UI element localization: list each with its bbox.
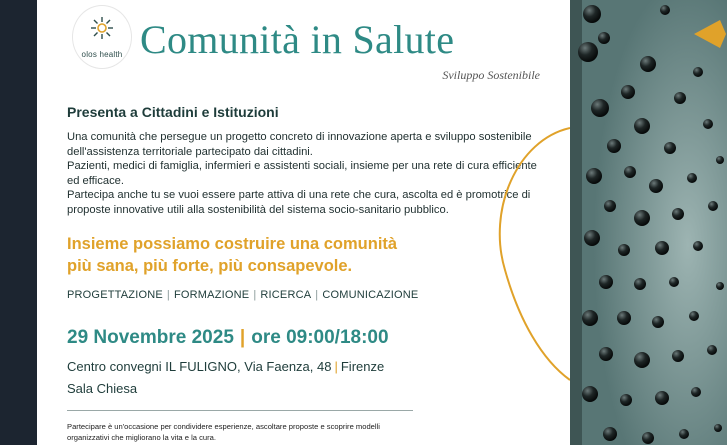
category-item: RICERCA [260, 289, 312, 301]
footer-note [67, 421, 427, 443]
category-item: COMUNICAZIONE [322, 289, 419, 301]
footer-line: organizzativi che migliorano la vita e la cura. [67, 433, 216, 442]
category-item: FORMAZIONE [173, 289, 250, 301]
footer-line: Partecipare è un'occasione per condividere esperienze, ascoltare proposte e scoprire modelli [67, 422, 380, 431]
left-background-strip [0, 0, 37, 445]
event-venue: Centro convegni IL FULIGNO, Via Faenza, 48 [67, 359, 332, 374]
olos-health-logo [73, 6, 131, 68]
separator: | [334, 359, 338, 374]
event-datetime [67, 327, 389, 349]
divider [67, 410, 413, 411]
page-subtitle: Sviluppo Sostenibile [442, 68, 540, 82]
sunburst-icon [90, 16, 114, 40]
event-time: ore 09:00/18:00 [251, 327, 389, 348]
slogan-line: Insieme possiamo costruire una comunità [67, 235, 398, 253]
separator: | [239, 327, 246, 348]
intro-text [67, 130, 547, 218]
intro-paragraph: Partecipa anche tu se vuoi essere parte attiva di una rete che cura, ascolta ed è promotrice di proposte innovative utili alla sostenibilità del sistema socio-sanitario pubblico. [67, 189, 531, 216]
category-list [67, 289, 418, 301]
slogan [67, 233, 397, 277]
event-city: Firenze [340, 359, 385, 374]
dark-spheres-illustration [570, 0, 727, 445]
slogan-line: più sana, più forte, più consapevole. [67, 257, 353, 275]
logo-text: olos health [81, 50, 123, 59]
event-date: 29 Novembre 2025 [67, 327, 234, 348]
intro-heading: Presenta a Cittadini e Istituzioni [67, 104, 279, 120]
intro-paragraph: Una comunità che persegue un progetto concreto di innovazione aperta e sviluppo sostenibile dell'assistenza territoriale partecipato dai cittadini. [67, 131, 532, 158]
page-title: Comunità in Salute [140, 17, 455, 62]
event-room: Sala Chiesa [67, 381, 138, 396]
separator: | [166, 289, 170, 301]
flyer-page [37, 0, 570, 445]
event-location [67, 359, 384, 374]
intro-paragraph: Pazienti, medici di famiglia, infermieri e assistenti sociali, insieme per una rete di cura efficiente ed efficace. [67, 160, 537, 187]
category-item: PROGETTAZIONE [67, 289, 163, 301]
spheres-image-panel [570, 0, 727, 445]
separator: | [253, 289, 257, 301]
separator: | [315, 289, 319, 301]
